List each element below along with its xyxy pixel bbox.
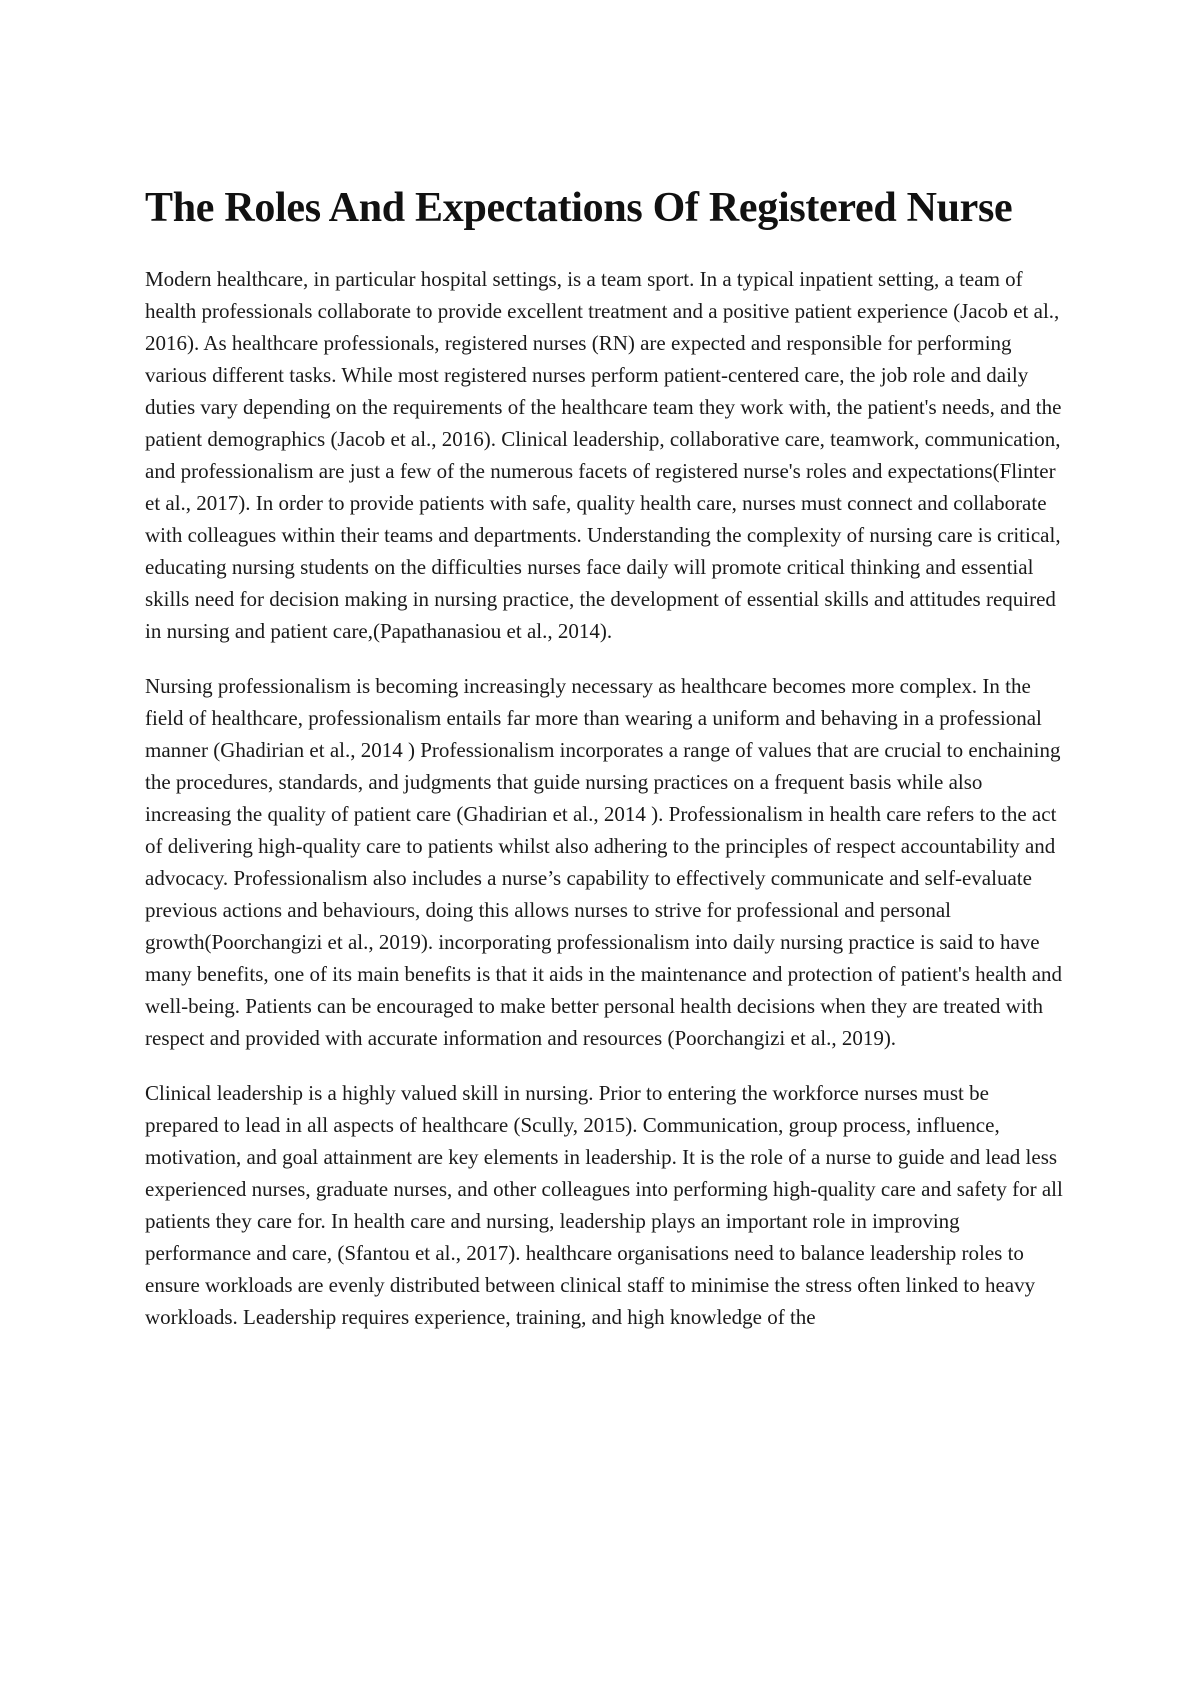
paragraph-intro: Modern healthcare, in particular hospital settings, is a team sport. In a typical inpatient setting, a team of health professionals collaborate to provide excellent treatment and a positive patient experience (Jacob et al., 2016). As healthcare professionals, registered nurses (RN) are expected and responsible for performing various different tasks. While most registered nurses perform patient-centered care, the job role and daily duties vary depending on the requirements of the healthcare team they work with, the patient's needs, and the patient demographics (Jacob et al., 2016). Clinical leadership, collaborative care, teamwork, communication, and professionalism are just a few of the numerous facets of registered nurse's roles and expectations(Flinter et al., 2017). In order to provide patients with safe, quality health care, nurses must connect and collaborate with colleagues within their teams and departments. Understanding the complexity of nursing care is critical, educating nursing students on the difficulties nurses face daily will promote critical thinking and essential skills need for decision making in nursing practice, the development of essential skills and attitudes required in nursing and patient care,(Papathanasiou et al., 2014). <box>145 267 1062 643</box>
document-title: The Roles And Expectations Of Registered Nurse <box>145 185 1013 231</box>
paragraph-professionalism: Nursing professionalism is becoming increasingly necessary as healthcare becomes more complex. In the field of healthcare, professionalism entails far more than wearing a uniform and behaving in a professional manner (Ghadirian et al., 2014 ) Professionalism incorporates a range of values that are crucial to enchaining the procedures, standards, and judgments that guide nursing practices on a frequent basis while also increasing the quality of patient care (Ghadirian et al., 2014 ). Professionalism in health care refers to the act of delivering high-quality care to patients whilst also adhering to the principles of respect accountability and advocacy. Professionalism also includes a nurse’s capability to effectively communicate and self-evaluate previous actions and behaviours, doing this allows nurses to strive for professional and personal growth(Poorchangizi et al., 2019). incorporating professionalism into daily nursing practice is said to have many benefits, one of its main benefits is that it aids in the maintenance and protection of patient's health and well-being. Patients can be encouraged to make better personal health decisions when they are treated with respect and provided with accurate information and resources (Poorchangizi et al., 2019). <box>145 674 1063 1050</box>
paragraph-clinical-leadership: Clinical leadership is a highly valued skill in nursing. Prior to entering the workforce nurses must be prepared to lead in all aspects of healthcare (Scully, 2015). Communication, group process, influence, motivation, and goal attainment are key elements in leadership. It is the role of a nurse to guide and lead less experienced nurses, graduate nurses, and other colleagues into performing high-quality care and safety for all patients they care for. In health care and nursing, leadership plays an important role in improving performance and care, (Sfantou et al., 2017). healthcare organisations need to balance leadership roles to ensure workloads are evenly distributed between clinical staff to minimise the stress often linked to heavy workloads. Leadership requires experience, training, and high knowledge of the <box>145 1081 1063 1329</box>
document-body <box>145 180 1065 1356</box>
